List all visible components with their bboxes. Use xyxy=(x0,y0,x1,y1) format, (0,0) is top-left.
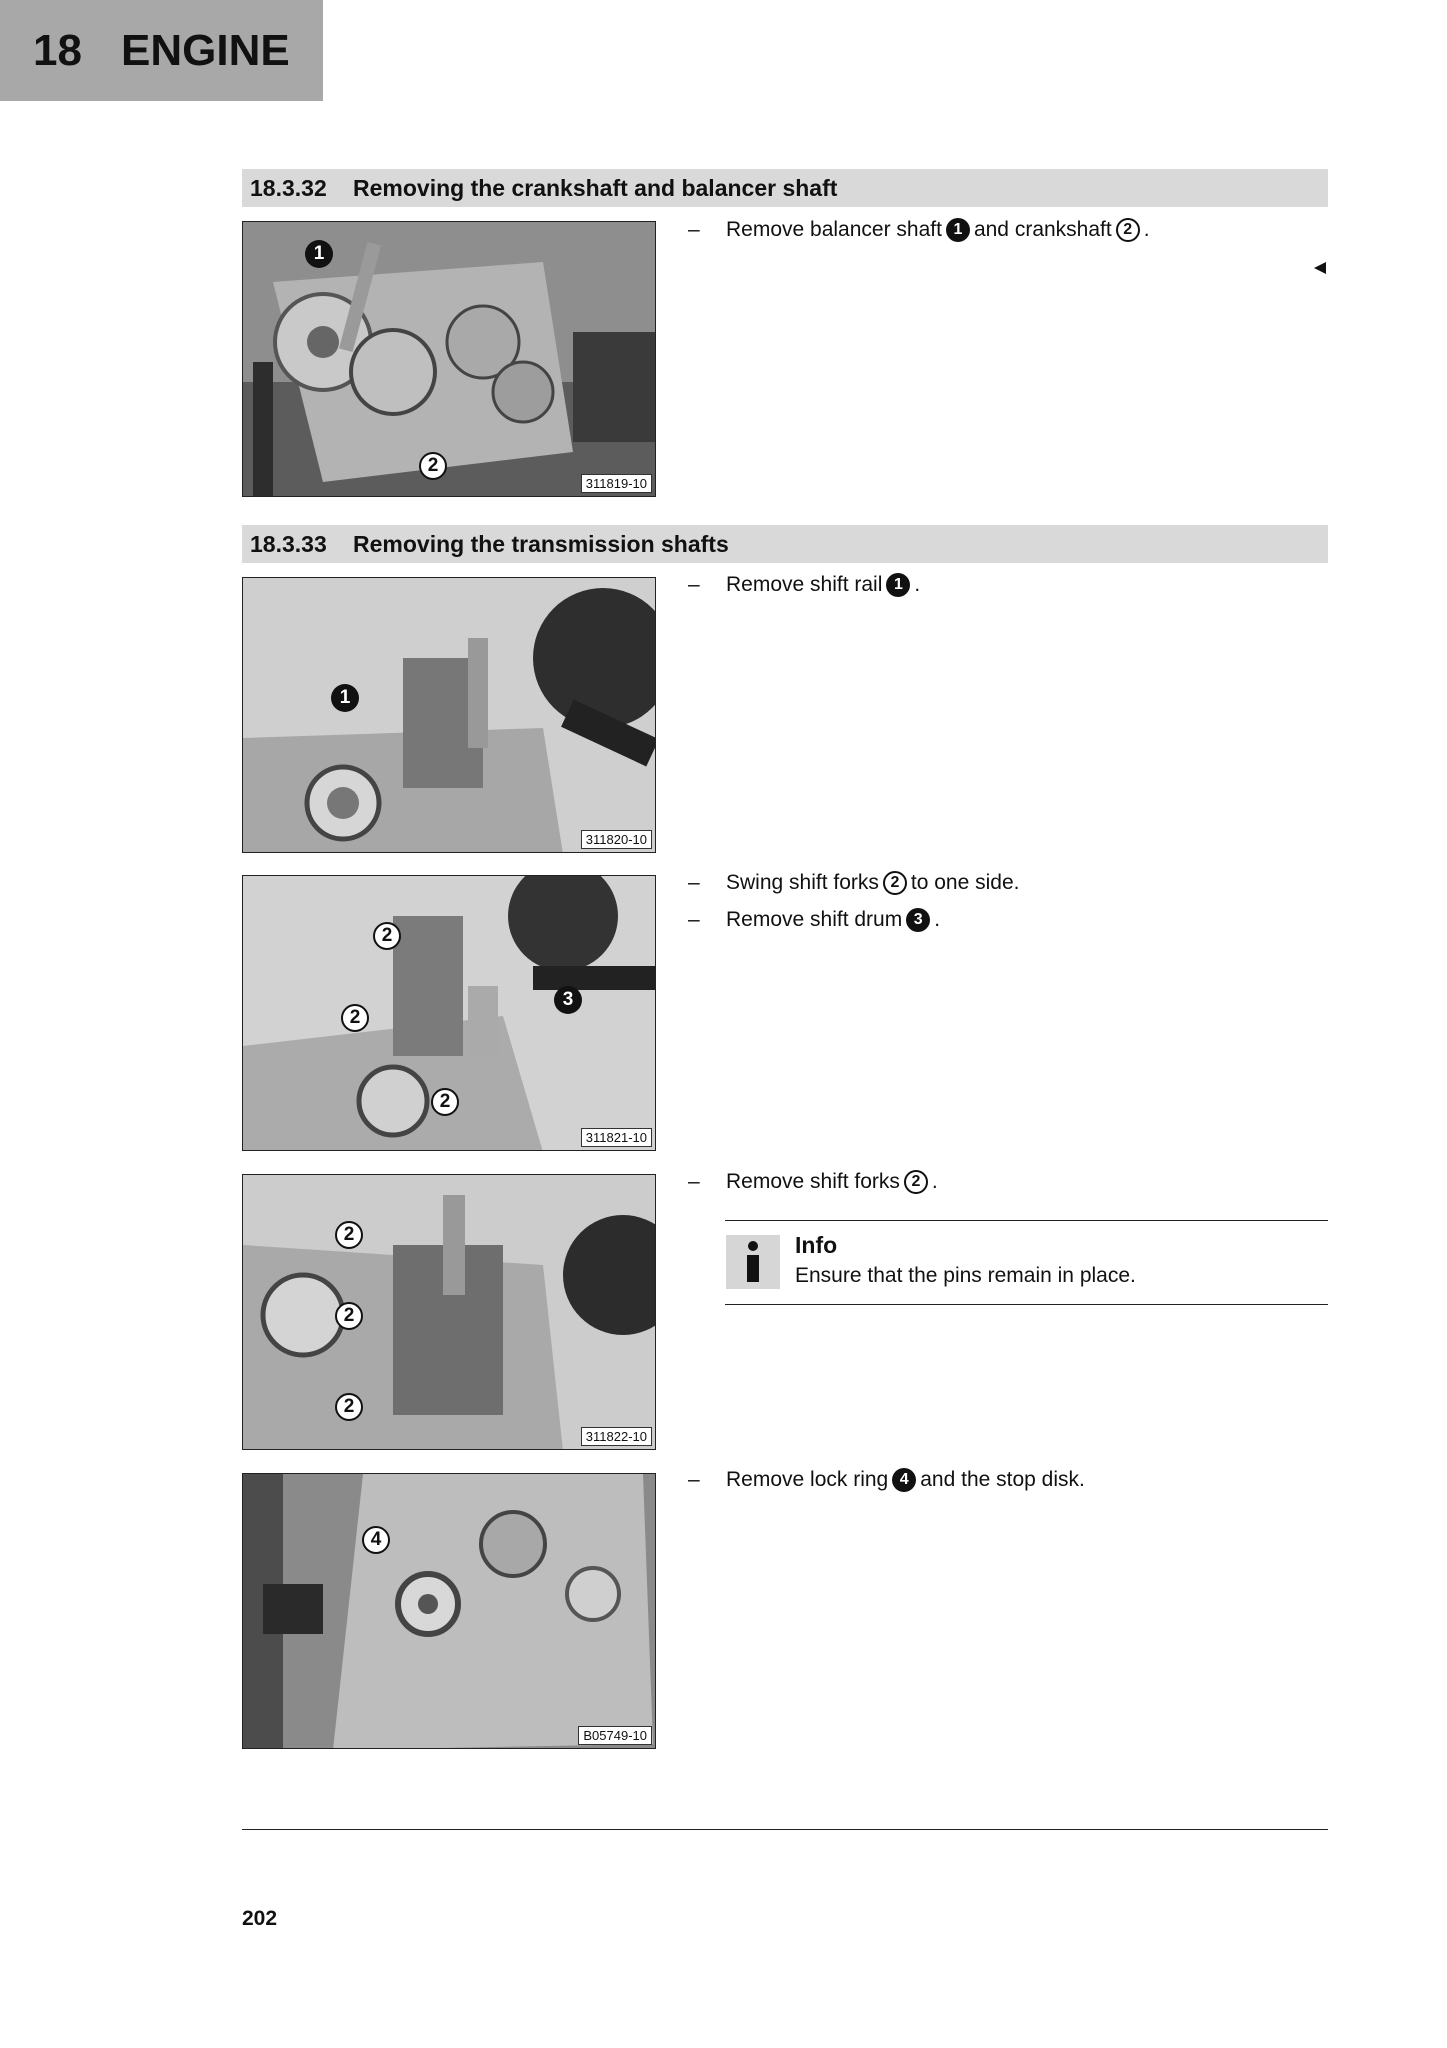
step-text: Remove shift forks xyxy=(726,1170,900,1193)
info-box xyxy=(725,1220,1328,1305)
section-number: 18.3.32 xyxy=(250,174,327,201)
figure-callout: 4 xyxy=(362,1526,390,1554)
step-remove-shift-forks xyxy=(688,1170,938,1194)
figure-callout: 2 xyxy=(419,452,447,480)
step-text: to one side. xyxy=(910,871,1020,894)
chapter-title: ENGINE xyxy=(121,25,290,75)
step-text: Remove shift drum xyxy=(726,908,903,931)
step-text: . xyxy=(934,908,941,931)
figure-id: 311820-10 xyxy=(581,830,652,849)
step-dash: – xyxy=(688,1468,700,1491)
step-dash: – xyxy=(688,218,700,241)
figure-crankshaft-photo xyxy=(242,221,656,497)
step-swing-shift-forks xyxy=(688,871,1019,895)
figure-shift-forks-photo xyxy=(242,1174,656,1450)
step-text: . xyxy=(931,1170,938,1193)
figure-callout: 1 xyxy=(305,240,333,268)
section-title: Removing the crankshaft and balancer shaft xyxy=(353,174,838,201)
step-text: Swing shift forks xyxy=(726,871,879,894)
step-text: Remove balancer shaft xyxy=(726,218,942,241)
figure-shift-rail-photo xyxy=(242,577,656,853)
figure-callout: 2 xyxy=(335,1302,363,1330)
figure-callout: 2 xyxy=(335,1393,363,1421)
figure-callout: 2 xyxy=(373,922,401,950)
info-text: Ensure that the pins remain in place. xyxy=(795,1264,1136,1287)
step-text: and the stop disk. xyxy=(920,1468,1085,1491)
figure-id: 311821-10 xyxy=(581,1128,652,1147)
reference-callout: 4 xyxy=(892,1468,916,1492)
figure-id: 311822-10 xyxy=(581,1427,652,1446)
reference-callout: 2 xyxy=(904,1170,928,1194)
step-dash: – xyxy=(688,908,700,931)
reference-callout: 2 xyxy=(1116,218,1140,242)
step-text: . xyxy=(1143,218,1150,241)
step-dash: – xyxy=(688,573,700,596)
section-number: 18.3.33 xyxy=(250,530,327,557)
reference-callout: 1 xyxy=(886,573,910,597)
page-number: 202 xyxy=(242,1907,278,1930)
figure-callout: 2 xyxy=(341,1004,369,1032)
reference-callout: 3 xyxy=(906,908,930,932)
section-heading-transmission xyxy=(242,525,1328,563)
figure-callout: 3 xyxy=(554,986,582,1014)
step-dash: – xyxy=(688,1170,700,1193)
reference-callout: 1 xyxy=(946,218,970,242)
info-icon xyxy=(726,1235,780,1289)
section-heading-crankshaft xyxy=(242,169,1328,207)
step-remove-balancer-shaft xyxy=(688,218,1150,242)
step-dash: – xyxy=(688,871,700,894)
figure-callout: 2 xyxy=(335,1221,363,1249)
step-text: Remove lock ring xyxy=(726,1468,889,1491)
section-end-marker-icon xyxy=(1314,262,1326,274)
figure-callout: 2 xyxy=(431,1088,459,1116)
step-text: Remove shift rail xyxy=(726,573,883,596)
step-remove-shift-rail xyxy=(688,573,920,597)
figure-shift-drum-photo xyxy=(242,875,656,1151)
chapter-tab xyxy=(0,0,323,101)
step-remove-lock-ring xyxy=(688,1468,1085,1492)
footer-divider xyxy=(242,1829,1328,1830)
step-text: . xyxy=(914,573,921,596)
figure-id: 311819-10 xyxy=(581,474,652,493)
reference-callout: 2 xyxy=(883,871,907,895)
figure-id: B05749-10 xyxy=(578,1726,652,1745)
section-title: Removing the transmission shafts xyxy=(353,530,729,557)
step-remove-shift-drum xyxy=(688,908,940,932)
chapter-number: 18 xyxy=(33,25,82,75)
info-title: Info xyxy=(795,1232,838,1258)
step-text: and crankshaft xyxy=(973,218,1112,241)
figure-lock-ring-photo xyxy=(242,1473,656,1749)
figure-callout: 1 xyxy=(331,684,359,712)
